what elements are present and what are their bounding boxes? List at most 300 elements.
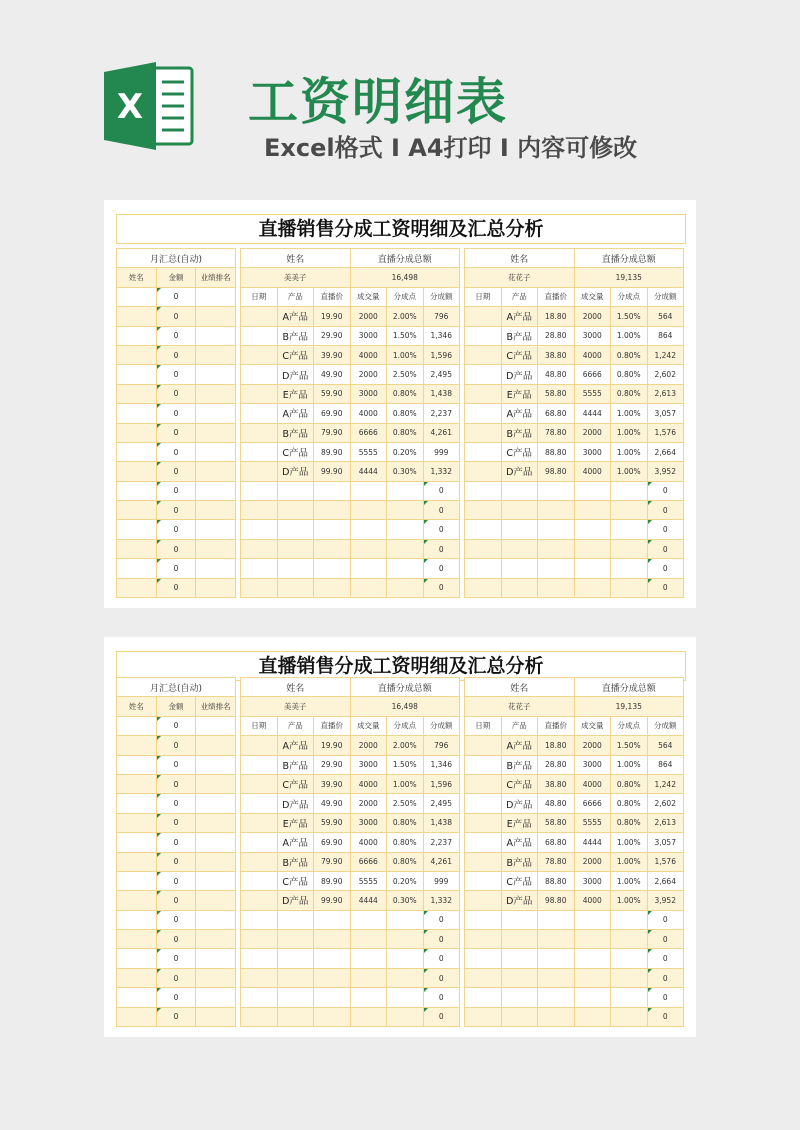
data-cell[interactable]: 0.30% <box>387 462 424 481</box>
data-cell[interactable]: 98.80 <box>538 462 575 481</box>
rank-cell[interactable] <box>196 755 236 774</box>
data-cell[interactable] <box>241 365 278 384</box>
name-cell[interactable] <box>117 736 157 755</box>
name-cell[interactable] <box>117 578 157 597</box>
name-cell[interactable] <box>117 384 157 403</box>
data-cell[interactable]: B产品 <box>501 755 538 774</box>
column-header[interactable]: 分成额 <box>647 287 684 306</box>
name-cell[interactable] <box>117 988 157 1007</box>
column-header[interactable]: 分成额 <box>647 716 684 735</box>
data-cell[interactable]: D产品 <box>277 462 314 481</box>
data-cell[interactable]: 0 <box>647 481 684 500</box>
data-cell[interactable]: 3000 <box>350 813 387 832</box>
data-cell[interactable]: 0 <box>423 1007 460 1026</box>
data-cell[interactable]: 28.80 <box>538 326 575 345</box>
data-cell[interactable]: 3000 <box>574 442 611 461</box>
data-cell[interactable]: 98.80 <box>538 891 575 910</box>
data-cell[interactable] <box>241 852 278 871</box>
data-cell[interactable]: 49.90 <box>314 365 351 384</box>
data-cell[interactable] <box>465 384 502 403</box>
column-header[interactable]: 金额 <box>156 268 196 287</box>
data-cell[interactable]: 0 <box>647 1007 684 1026</box>
data-cell[interactable] <box>277 968 314 987</box>
total-label[interactable]: 直播分成总额 <box>574 678 684 697</box>
amount-cell[interactable]: 0 <box>156 423 196 442</box>
rank-cell[interactable] <box>196 404 236 423</box>
column-header[interactable]: 成交量 <box>574 287 611 306</box>
name-cell[interactable] <box>117 968 157 987</box>
data-cell[interactable] <box>611 539 648 558</box>
data-cell[interactable]: 4444 <box>574 404 611 423</box>
column-header[interactable]: 日期 <box>241 287 278 306</box>
person-name[interactable]: 花花子 <box>465 268 575 287</box>
rank-cell[interactable] <box>196 345 236 364</box>
data-cell[interactable]: 0 <box>647 930 684 949</box>
name-cell[interactable] <box>117 871 157 890</box>
data-cell[interactable] <box>350 949 387 968</box>
data-cell[interactable] <box>350 559 387 578</box>
data-cell[interactable] <box>241 423 278 442</box>
person-total[interactable]: 16,498 <box>350 268 460 287</box>
data-cell[interactable]: 2,664 <box>647 442 684 461</box>
data-cell[interactable] <box>611 1007 648 1026</box>
data-cell[interactable] <box>314 988 351 1007</box>
data-cell[interactable]: 5555 <box>350 442 387 461</box>
column-header[interactable]: 成交量 <box>574 716 611 735</box>
data-cell[interactable]: 69.90 <box>314 404 351 423</box>
rank-cell[interactable] <box>196 774 236 793</box>
data-cell[interactable]: 49.90 <box>314 794 351 813</box>
data-cell[interactable]: D产品 <box>501 891 538 910</box>
data-cell[interactable]: 3000 <box>574 871 611 890</box>
data-cell[interactable]: 2,602 <box>647 365 684 384</box>
column-header[interactable]: 直播价 <box>314 716 351 735</box>
name-cell[interactable] <box>117 501 157 520</box>
data-cell[interactable] <box>465 794 502 813</box>
column-header[interactable]: 日期 <box>465 716 502 735</box>
name-label[interactable]: 姓名 <box>241 249 351 268</box>
rank-cell[interactable] <box>196 910 236 929</box>
data-cell[interactable]: 0.80% <box>387 404 424 423</box>
rank-cell[interactable] <box>196 307 236 326</box>
name-cell[interactable] <box>117 949 157 968</box>
data-cell[interactable] <box>350 501 387 520</box>
rank-cell[interactable] <box>196 833 236 852</box>
summary-caption[interactable]: 月汇总(自动) <box>117 678 236 697</box>
data-cell[interactable]: 19.90 <box>314 307 351 326</box>
data-cell[interactable]: 2,664 <box>647 871 684 890</box>
data-cell[interactable]: 0 <box>423 501 460 520</box>
person-total[interactable]: 19,135 <box>574 268 684 287</box>
total-label[interactable]: 直播分成总额 <box>574 249 684 268</box>
data-cell[interactable]: 5555 <box>574 384 611 403</box>
data-cell[interactable]: 2,495 <box>423 365 460 384</box>
data-cell[interactable] <box>501 1007 538 1026</box>
data-cell[interactable]: 2,237 <box>423 833 460 852</box>
data-cell[interactable] <box>501 481 538 500</box>
data-cell[interactable]: 79.90 <box>314 423 351 442</box>
data-cell[interactable] <box>277 501 314 520</box>
data-cell[interactable] <box>241 578 278 597</box>
amount-cell[interactable]: 0 <box>156 287 196 306</box>
data-cell[interactable]: 1.00% <box>611 852 648 871</box>
data-cell[interactable] <box>241 949 278 968</box>
data-cell[interactable] <box>241 794 278 813</box>
data-cell[interactable] <box>465 949 502 968</box>
data-cell[interactable] <box>241 462 278 481</box>
data-cell[interactable]: 796 <box>423 736 460 755</box>
data-cell[interactable] <box>277 910 314 929</box>
amount-cell[interactable]: 0 <box>156 1007 196 1026</box>
data-cell[interactable]: 3,952 <box>647 891 684 910</box>
name-cell[interactable] <box>117 481 157 500</box>
data-cell[interactable] <box>277 520 314 539</box>
data-cell[interactable]: A产品 <box>501 833 538 852</box>
data-cell[interactable]: 79.90 <box>314 852 351 871</box>
data-cell[interactable]: C产品 <box>501 774 538 793</box>
rank-cell[interactable] <box>196 1007 236 1026</box>
data-cell[interactable] <box>241 326 278 345</box>
data-cell[interactable] <box>465 852 502 871</box>
data-cell[interactable]: 4000 <box>574 774 611 793</box>
amount-cell[interactable]: 0 <box>156 520 196 539</box>
person-name[interactable]: 美美子 <box>241 697 351 716</box>
rank-cell[interactable] <box>196 852 236 871</box>
data-cell[interactable] <box>465 520 502 539</box>
data-cell[interactable]: C产品 <box>501 442 538 461</box>
name-cell[interactable] <box>117 833 157 852</box>
data-cell[interactable]: 1,438 <box>423 384 460 403</box>
data-cell[interactable] <box>501 949 538 968</box>
data-cell[interactable] <box>277 949 314 968</box>
name-cell[interactable] <box>117 404 157 423</box>
data-cell[interactable]: 1.00% <box>387 345 424 364</box>
data-cell[interactable]: 1.00% <box>611 871 648 890</box>
data-cell[interactable]: D产品 <box>501 794 538 813</box>
data-cell[interactable] <box>574 539 611 558</box>
column-header[interactable]: 分成点 <box>387 287 424 306</box>
rank-cell[interactable] <box>196 559 236 578</box>
data-cell[interactable] <box>277 559 314 578</box>
data-cell[interactable] <box>501 968 538 987</box>
data-cell[interactable] <box>574 559 611 578</box>
data-cell[interactable]: 88.80 <box>538 871 575 890</box>
column-header[interactable]: 产品 <box>501 287 538 306</box>
data-cell[interactable] <box>538 910 575 929</box>
data-cell[interactable] <box>465 755 502 774</box>
amount-cell[interactable]: 0 <box>156 307 196 326</box>
column-header[interactable]: 分成点 <box>611 716 648 735</box>
data-cell[interactable]: 2000 <box>350 736 387 755</box>
data-cell[interactable]: 0.80% <box>611 345 648 364</box>
data-cell[interactable] <box>350 968 387 987</box>
name-cell[interactable] <box>117 794 157 813</box>
name-cell[interactable] <box>117 462 157 481</box>
data-cell[interactable] <box>611 559 648 578</box>
data-cell[interactable] <box>465 871 502 890</box>
data-cell[interactable] <box>465 539 502 558</box>
data-cell[interactable] <box>277 578 314 597</box>
data-cell[interactable]: 0.80% <box>387 833 424 852</box>
data-cell[interactable] <box>241 539 278 558</box>
rank-cell[interactable] <box>196 578 236 597</box>
data-cell[interactable]: 1.00% <box>611 326 648 345</box>
data-cell[interactable]: 48.80 <box>538 794 575 813</box>
data-cell[interactable]: 2000 <box>350 794 387 813</box>
data-cell[interactable] <box>465 559 502 578</box>
amount-cell[interactable]: 0 <box>156 891 196 910</box>
data-cell[interactable]: 0 <box>647 988 684 1007</box>
data-cell[interactable]: 4000 <box>574 891 611 910</box>
data-cell[interactable] <box>538 501 575 520</box>
amount-cell[interactable]: 0 <box>156 404 196 423</box>
data-cell[interactable] <box>538 578 575 597</box>
data-cell[interactable] <box>387 578 424 597</box>
data-cell[interactable]: 19.90 <box>314 736 351 755</box>
data-cell[interactable]: 1,596 <box>423 774 460 793</box>
data-cell[interactable] <box>314 559 351 578</box>
data-cell[interactable]: 59.90 <box>314 384 351 403</box>
data-cell[interactable] <box>465 307 502 326</box>
data-cell[interactable]: 89.90 <box>314 442 351 461</box>
rank-cell[interactable] <box>196 968 236 987</box>
data-cell[interactable] <box>538 520 575 539</box>
name-cell[interactable] <box>117 423 157 442</box>
data-cell[interactable]: 4,261 <box>423 423 460 442</box>
data-cell[interactable] <box>465 423 502 442</box>
name-cell[interactable] <box>117 774 157 793</box>
data-cell[interactable] <box>241 1007 278 1026</box>
data-cell[interactable]: D产品 <box>501 462 538 481</box>
data-cell[interactable]: 6666 <box>574 365 611 384</box>
data-cell[interactable] <box>387 930 424 949</box>
data-cell[interactable]: 99.90 <box>314 891 351 910</box>
column-header[interactable]: 金额 <box>156 697 196 716</box>
data-cell[interactable]: 3,952 <box>647 462 684 481</box>
data-cell[interactable] <box>277 481 314 500</box>
rank-cell[interactable] <box>196 287 236 306</box>
name-cell[interactable] <box>117 930 157 949</box>
data-cell[interactable] <box>314 930 351 949</box>
data-cell[interactable]: 1,242 <box>647 774 684 793</box>
data-cell[interactable] <box>538 1007 575 1026</box>
amount-cell[interactable]: 0 <box>156 930 196 949</box>
data-cell[interactable]: 864 <box>647 326 684 345</box>
data-cell[interactable] <box>241 755 278 774</box>
data-cell[interactable]: 3000 <box>574 326 611 345</box>
data-cell[interactable]: 4000 <box>350 833 387 852</box>
data-cell[interactable] <box>314 910 351 929</box>
amount-cell[interactable]: 0 <box>156 968 196 987</box>
data-cell[interactable]: 29.90 <box>314 326 351 345</box>
data-cell[interactable] <box>465 326 502 345</box>
data-cell[interactable]: 0 <box>423 539 460 558</box>
data-cell[interactable] <box>350 578 387 597</box>
data-cell[interactable]: 1.50% <box>611 736 648 755</box>
data-cell[interactable]: 0.20% <box>387 442 424 461</box>
data-cell[interactable] <box>501 501 538 520</box>
data-cell[interactable] <box>611 968 648 987</box>
amount-cell[interactable]: 0 <box>156 442 196 461</box>
data-cell[interactable] <box>387 559 424 578</box>
data-cell[interactable] <box>465 578 502 597</box>
data-cell[interactable]: 1,346 <box>423 326 460 345</box>
amount-cell[interactable]: 0 <box>156 384 196 403</box>
data-cell[interactable]: 1,438 <box>423 813 460 832</box>
data-cell[interactable]: E产品 <box>277 384 314 403</box>
data-cell[interactable] <box>501 578 538 597</box>
data-cell[interactable]: 999 <box>423 442 460 461</box>
data-cell[interactable]: 2.50% <box>387 794 424 813</box>
data-cell[interactable]: 4000 <box>350 345 387 364</box>
data-cell[interactable]: 1.00% <box>611 462 648 481</box>
data-cell[interactable] <box>465 462 502 481</box>
data-cell[interactable]: 0 <box>423 968 460 987</box>
data-cell[interactable]: 1,242 <box>647 345 684 364</box>
data-cell[interactable] <box>611 520 648 539</box>
data-cell[interactable] <box>241 910 278 929</box>
data-cell[interactable]: 4000 <box>350 774 387 793</box>
data-cell[interactable]: 0 <box>423 988 460 1007</box>
data-cell[interactable]: 29.90 <box>314 755 351 774</box>
data-cell[interactable] <box>350 910 387 929</box>
data-cell[interactable] <box>387 520 424 539</box>
data-cell[interactable]: 0.80% <box>611 365 648 384</box>
data-cell[interactable]: 0 <box>647 910 684 929</box>
name-cell[interactable] <box>117 716 157 735</box>
data-cell[interactable]: 18.80 <box>538 736 575 755</box>
data-cell[interactable] <box>501 539 538 558</box>
rank-cell[interactable] <box>196 716 236 735</box>
data-cell[interactable]: 0 <box>423 481 460 500</box>
name-cell[interactable] <box>117 326 157 345</box>
column-header[interactable]: 日期 <box>241 716 278 735</box>
name-cell[interactable] <box>117 345 157 364</box>
data-cell[interactable] <box>277 539 314 558</box>
data-cell[interactable] <box>241 871 278 890</box>
data-cell[interactable]: 0.30% <box>387 891 424 910</box>
data-cell[interactable] <box>611 910 648 929</box>
data-cell[interactable]: 2000 <box>574 736 611 755</box>
data-cell[interactable]: 1,596 <box>423 345 460 364</box>
data-cell[interactable] <box>241 559 278 578</box>
data-cell[interactable] <box>314 1007 351 1026</box>
data-cell[interactable]: 4444 <box>350 891 387 910</box>
data-cell[interactable]: B产品 <box>277 755 314 774</box>
data-cell[interactable] <box>574 1007 611 1026</box>
rank-cell[interactable] <box>196 326 236 345</box>
column-header[interactable]: 直播价 <box>538 716 575 735</box>
data-cell[interactable] <box>241 736 278 755</box>
data-cell[interactable] <box>574 968 611 987</box>
data-cell[interactable]: 5555 <box>574 813 611 832</box>
column-header[interactable]: 姓名 <box>117 268 157 287</box>
data-cell[interactable]: 89.90 <box>314 871 351 890</box>
data-cell[interactable] <box>538 988 575 1007</box>
data-cell[interactable] <box>465 345 502 364</box>
data-cell[interactable]: 0.80% <box>611 384 648 403</box>
data-cell[interactable]: B产品 <box>501 852 538 871</box>
data-cell[interactable]: 4000 <box>574 345 611 364</box>
data-cell[interactable]: E产品 <box>501 813 538 832</box>
data-cell[interactable] <box>350 988 387 1007</box>
name-label[interactable]: 姓名 <box>465 249 575 268</box>
data-cell[interactable]: 0 <box>423 910 460 929</box>
data-cell[interactable] <box>387 910 424 929</box>
data-cell[interactable]: 4000 <box>350 404 387 423</box>
data-cell[interactable]: 0 <box>423 578 460 597</box>
data-cell[interactable]: 1.50% <box>387 755 424 774</box>
data-cell[interactable] <box>387 988 424 1007</box>
data-cell[interactable]: 78.80 <box>538 423 575 442</box>
data-cell[interactable]: 1.00% <box>611 833 648 852</box>
rank-cell[interactable] <box>196 988 236 1007</box>
data-cell[interactable] <box>538 481 575 500</box>
amount-cell[interactable]: 0 <box>156 578 196 597</box>
data-cell[interactable] <box>241 345 278 364</box>
data-cell[interactable] <box>350 481 387 500</box>
column-header[interactable]: 成交量 <box>350 716 387 735</box>
data-cell[interactable]: 68.80 <box>538 833 575 852</box>
rank-cell[interactable] <box>196 949 236 968</box>
data-cell[interactable]: 0 <box>423 949 460 968</box>
data-cell[interactable] <box>465 736 502 755</box>
data-cell[interactable] <box>611 949 648 968</box>
data-cell[interactable]: C产品 <box>501 345 538 364</box>
data-cell[interactable]: A产品 <box>277 833 314 852</box>
data-cell[interactable]: 0 <box>423 520 460 539</box>
column-header[interactable]: 直播价 <box>538 287 575 306</box>
amount-cell[interactable]: 0 <box>156 813 196 832</box>
data-cell[interactable] <box>611 501 648 520</box>
total-label[interactable]: 直播分成总额 <box>350 249 460 268</box>
data-cell[interactable] <box>611 481 648 500</box>
data-cell[interactable]: 2.50% <box>387 365 424 384</box>
column-header[interactable]: 产品 <box>277 716 314 735</box>
data-cell[interactable] <box>387 968 424 987</box>
data-cell[interactable]: 1.50% <box>387 326 424 345</box>
data-cell[interactable]: 2.00% <box>387 736 424 755</box>
amount-cell[interactable]: 0 <box>156 365 196 384</box>
data-cell[interactable]: 1,332 <box>423 891 460 910</box>
name-cell[interactable] <box>117 287 157 306</box>
amount-cell[interactable]: 0 <box>156 755 196 774</box>
data-cell[interactable]: 864 <box>647 755 684 774</box>
person-total[interactable]: 16,498 <box>350 697 460 716</box>
rank-cell[interactable] <box>196 442 236 461</box>
data-cell[interactable] <box>314 481 351 500</box>
data-cell[interactable] <box>241 501 278 520</box>
data-cell[interactable]: 0.80% <box>387 813 424 832</box>
data-cell[interactable]: 3000 <box>350 384 387 403</box>
rank-cell[interactable] <box>196 501 236 520</box>
data-cell[interactable] <box>574 520 611 539</box>
data-cell[interactable]: 68.80 <box>538 404 575 423</box>
data-cell[interactable]: 59.90 <box>314 813 351 832</box>
name-cell[interactable] <box>117 755 157 774</box>
name-cell[interactable] <box>117 307 157 326</box>
column-header[interactable]: 业绩排名 <box>196 268 236 287</box>
amount-cell[interactable]: 0 <box>156 871 196 890</box>
data-cell[interactable]: 0 <box>647 578 684 597</box>
data-cell[interactable] <box>611 988 648 1007</box>
amount-cell[interactable]: 0 <box>156 481 196 500</box>
data-cell[interactable]: A产品 <box>501 736 538 755</box>
data-cell[interactable]: 2000 <box>574 423 611 442</box>
data-cell[interactable]: 0 <box>647 520 684 539</box>
data-cell[interactable]: 3000 <box>350 326 387 345</box>
data-cell[interactable]: 5555 <box>350 871 387 890</box>
